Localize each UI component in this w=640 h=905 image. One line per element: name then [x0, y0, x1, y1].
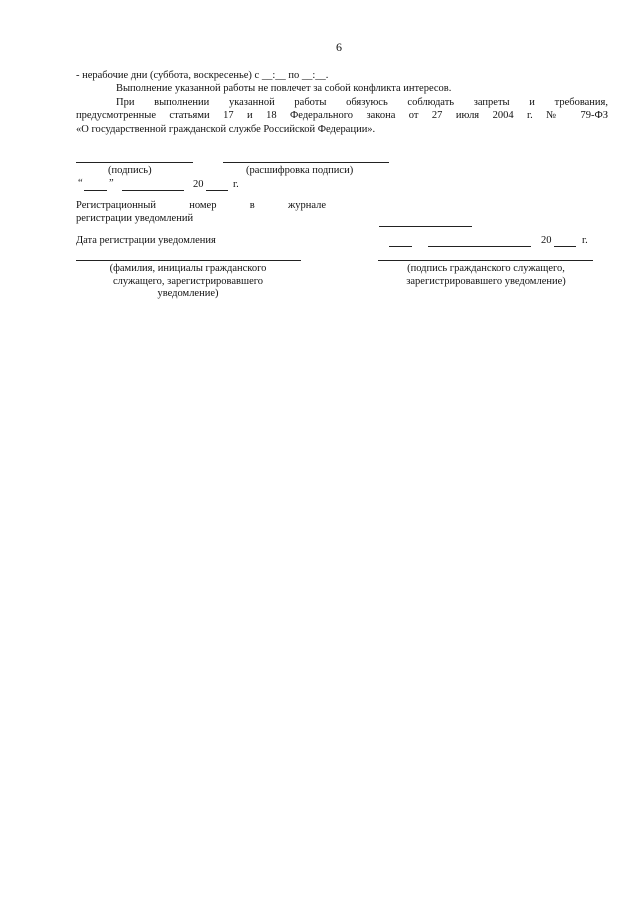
registrar-signature-caption: (подпись гражданского служащего, зарегистрировавшего уведомление) [406, 263, 566, 287]
reg-date-month-line [428, 246, 531, 247]
obligation-line-1: При выполнении указанной работы обязуюсь соблюдать запреты и требования, [116, 97, 608, 108]
signature-decoding-caption: (расшифровка подписи) [246, 165, 354, 176]
weekend-hours-line: - нерабочие дни (суббота, воскресенье) с __:__ по __:__. [76, 70, 329, 81]
reg-date-day-line [389, 246, 412, 247]
date-month-line [122, 190, 184, 191]
registrar-signature-line [378, 260, 593, 261]
signature-line [76, 162, 193, 163]
obligation-line-2: предусмотренные статьями 17 и 18 Федерального закона от 27 июля 2004 г. № 79-ФЗ [76, 110, 608, 121]
date-year-line [206, 190, 228, 191]
signature-decoding-line [223, 162, 389, 163]
date-year-prefix: 20 [193, 179, 204, 190]
date-day-line [84, 190, 107, 191]
reg-date-year-prefix: 20 [541, 235, 552, 246]
signature-caption: (подпись) [108, 165, 152, 176]
date-open-quote: “ [78, 178, 83, 189]
reg-date-label: Дата регистрации уведомления [76, 235, 216, 246]
date-year-suffix: г. [233, 179, 239, 190]
reg-number-line [379, 226, 472, 227]
registrar-name-line [76, 260, 301, 261]
reg-date-year-suffix: г. [582, 235, 588, 246]
obligation-line-3: «О государственной гражданской службе Российской Федерации». [76, 124, 376, 135]
reg-number-label-line2: регистрации уведомлений [76, 213, 194, 224]
reg-date-year-line [554, 246, 576, 247]
reg-number-label-line1: Регистрационный номер в журнале [76, 200, 326, 211]
date-close-quote: ” [109, 178, 114, 189]
registrar-name-caption: (фамилия, инициалы гражданского служащего, зарегистрировавшего уведомление) [109, 263, 267, 300]
no-conflict-statement: Выполнение указанной работы не повлечет за собой конфликта интересов. [116, 83, 452, 94]
page-number: 6 [336, 40, 342, 54]
